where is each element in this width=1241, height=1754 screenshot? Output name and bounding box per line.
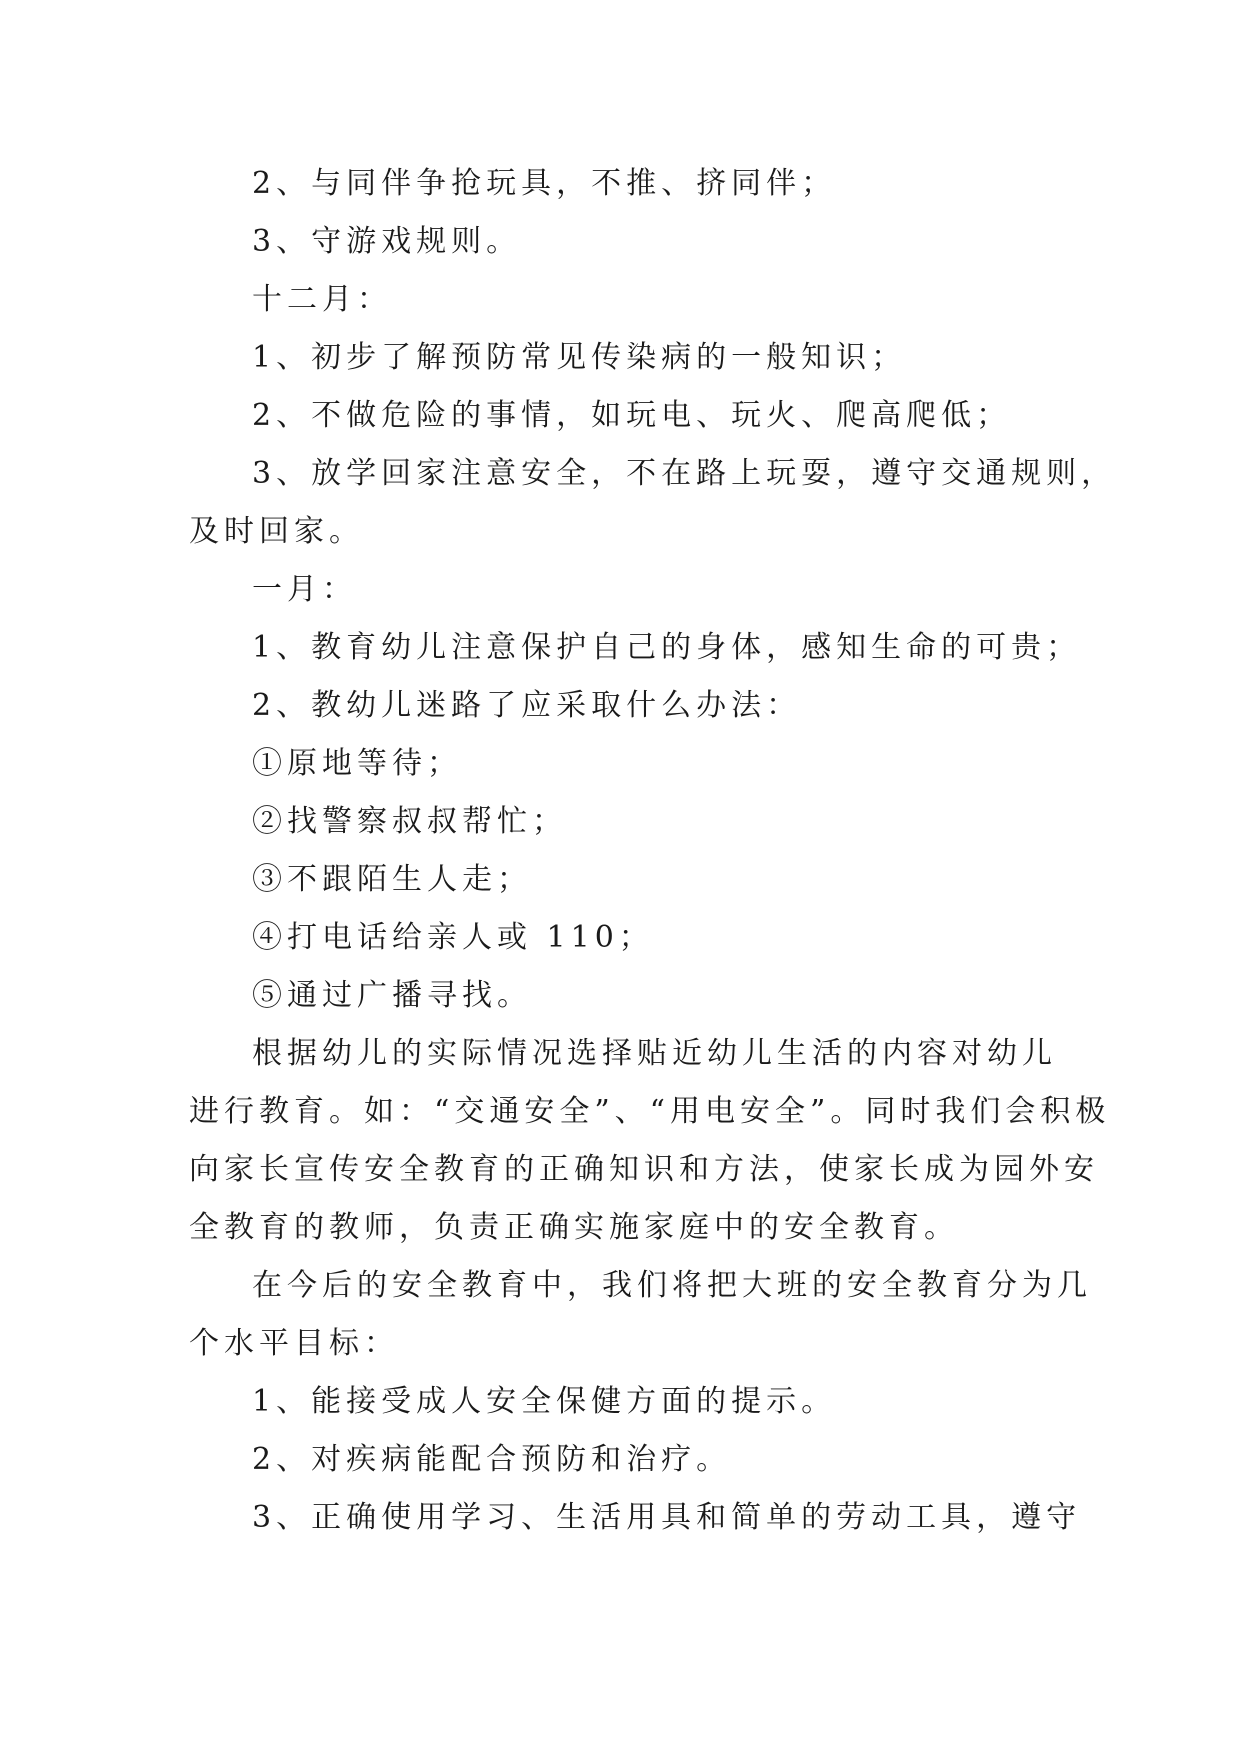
list-item: ②找警察叔叔帮忙； <box>252 804 567 839</box>
text-line: 1、初步了解预防常见传染病的一般知识； <box>252 340 907 375</box>
text-line: 及时回家。 <box>189 514 364 549</box>
text-line: 2、不做危险的事情，如玩电、玩火、爬高爬低； <box>252 398 1012 433</box>
section-heading: 一月： <box>252 572 357 607</box>
paragraph-line: 在今后的安全教育中，我们将把大班的安全教育分为几 <box>252 1268 1092 1303</box>
paragraph-line: 进行教育。如：“交通安全”、“用电安全”。同时我们会积极 <box>189 1094 1111 1129</box>
paragraph-line: 根据幼儿的实际情况选择贴近幼儿生活的内容对幼儿 <box>252 1036 1057 1071</box>
list-item: ⑤通过广播寻找。 <box>252 978 532 1013</box>
list-item: ④打电话给亲人或 110； <box>252 920 654 955</box>
text-line: 2、对疾病能配合预防和治疗。 <box>252 1442 732 1477</box>
text-line: 2、教幼儿迷路了应采取什么办法： <box>252 688 802 723</box>
paragraph-line: 全教育的教师，负责正确实施家庭中的安全教育。 <box>189 1210 959 1245</box>
text-line: 3、守游戏规则。 <box>252 224 522 259</box>
text-line: 3、放学回家注意安全，不在路上玩耍，遵守交通规则， <box>252 456 1117 491</box>
paragraph-line: 向家长宣传安全教育的正确知识和方法，使家长成为园外安 <box>189 1152 1099 1187</box>
text-line: 3、正确使用学习、生活用具和简单的劳动工具，遵守 <box>252 1500 1082 1535</box>
text-line: 1、能接受成人安全保健方面的提示。 <box>252 1384 837 1419</box>
list-item: ①原地等待； <box>252 746 462 781</box>
text-line: 2、与同伴争抢玩具，不推、挤同伴； <box>252 166 837 201</box>
document-body <box>189 155 1117 1547</box>
list-item: ③不跟陌生人走； <box>252 862 532 897</box>
paragraph-line: 个水平目标： <box>189 1326 399 1361</box>
text-line: 1、教育幼儿注意保护自己的身体，感知生命的可贵； <box>252 630 1082 665</box>
section-heading: 十二月： <box>252 282 392 317</box>
